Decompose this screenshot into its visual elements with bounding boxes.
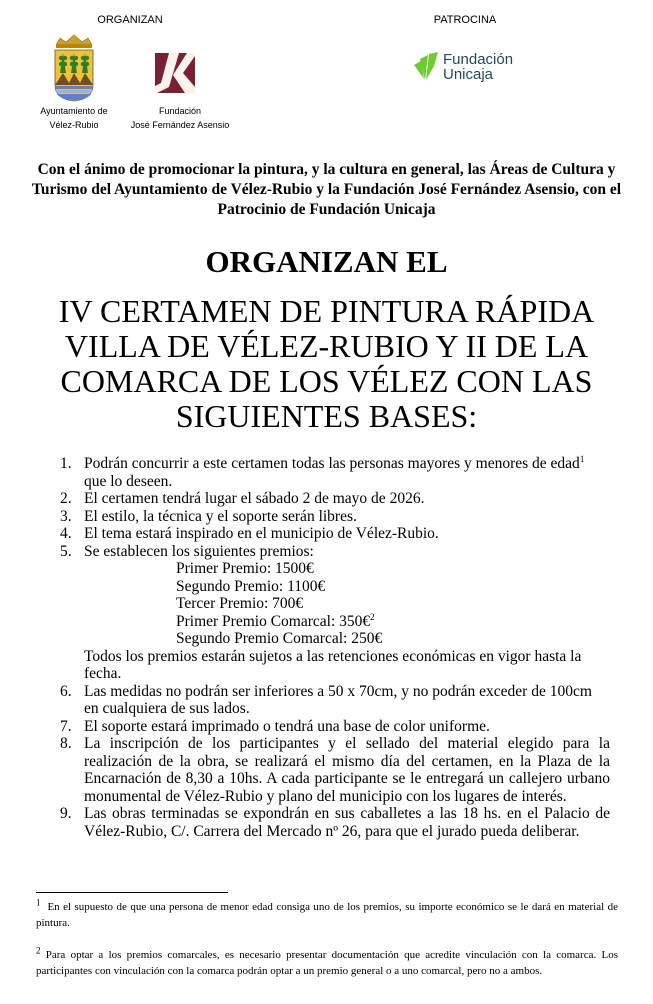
list-item	[60, 490, 610, 508]
ayuntamiento-caption-line1: Ayuntamiento de	[40, 106, 108, 116]
item-number: 8.	[60, 735, 72, 752]
item-text: El soporte estará imprimado o tendrá una base de color uniforme.	[84, 717, 490, 735]
title-line: SIGUIENTES BASES:	[175, 398, 478, 434]
prize-item: Tercer Premio: 700€	[176, 595, 304, 612]
list-item	[60, 683, 610, 718]
item-number: 2.	[60, 490, 72, 507]
footnote-1	[36, 897, 619, 931]
prize-item: Primer Premio: 1500€	[176, 560, 314, 577]
prizes-note: Todos los premios estarán sujetos a las retenciones económicas en vigor hasta la fecha.	[84, 647, 582, 682]
item-text: La inscripción de los participantes y el sellado del material elegido para la realización de la obra, se realizará el mismo día del certamen, en la Plaza de la Encarnación de 8,30 a 10hs. A cada participante se le entregará un callejero urbano monumental de Vélez-Rubio y plano del municipio con los lugares de interés.	[84, 735, 610, 805]
title-line: IV CERTAMEN DE PINTURA RÁPIDA	[58, 293, 595, 329]
item-text: El tema estará inspirado en el municipio de Vélez-Rubio.	[84, 525, 439, 542]
bases-list	[60, 455, 610, 840]
list-item	[60, 543, 610, 683]
item-text: Se establecen los siguientes premios:	[84, 542, 314, 560]
ayuntamiento-caption-line2: Vélez-Rubio	[49, 120, 99, 130]
fundacion-jfa-logo	[155, 53, 195, 93]
footnote-ref[interactable]: 2	[370, 611, 375, 622]
footnote-separator	[36, 892, 228, 893]
item-number: 5.	[60, 542, 72, 560]
item-number: 9.	[60, 805, 72, 822]
title-line: VILLA DE VÉLEZ-RUBIO Y II DE LA	[64, 328, 589, 364]
list-item	[60, 805, 610, 840]
list-item	[60, 455, 610, 490]
item-text-continued: que lo deseen.	[84, 472, 173, 490]
item-number: 3.	[60, 507, 72, 525]
item-text: Las obras terminadas se expondrán en sus caballetes a las 18 hs. en el Palacio de Vélez-Rubio, C/. Carrera del Mercado nº 26, para que el jurado pueda deliberar.	[84, 805, 610, 840]
fundacion-unicaja-wordmark	[443, 52, 513, 82]
ayuntamiento-caption	[24, 104, 124, 132]
footnote-mark: 2	[36, 945, 41, 956]
fundacion-unicaja-mark	[414, 52, 438, 82]
organizan-el-heading: ORGANIZAN EL	[205, 244, 448, 279]
item-text: El estilo, la técnica y el soporte serán libres.	[84, 507, 357, 525]
list-item	[60, 508, 610, 526]
event-title	[0, 294, 653, 434]
footnote-mark: 1	[36, 897, 41, 908]
prize-text: Primer Premio Comarcal: 350€	[176, 612, 371, 630]
fundacion-jfa-caption-line2: José Fernández Asensio	[130, 120, 230, 130]
item-number: 6.	[60, 682, 72, 700]
prize-item: Segundo Premio Comarcal: 250€	[176, 630, 383, 647]
item-number: 1.	[60, 455, 72, 472]
unicaja-wordmark-line1: Fundación	[443, 51, 514, 68]
footnote-text: En el supuesto de que una persona de menor edad consiga uno de los premios, su importe económico se le dará en material de pintura.	[36, 901, 619, 929]
list-item	[60, 525, 610, 543]
coat-of-arms-icon	[50, 33, 98, 103]
item-text: Podrán concurrir a este certamen todas las personas mayores y menores de edad	[84, 455, 580, 472]
fundacion-jfa-caption	[110, 104, 250, 132]
item-text: Las medidas no podrán ser inferiores a 50 x 70cm, y no podrán exceder de 100cm en cualquiera de sus lados.	[84, 682, 592, 717]
item-number: 4.	[60, 525, 72, 542]
footnote-ref[interactable]: 1	[579, 453, 585, 464]
list-item	[60, 718, 610, 736]
prize-item: Segundo Premio: 1100€	[176, 577, 326, 595]
prize-item	[176, 613, 610, 631]
item-number: 7.	[60, 717, 72, 735]
ayuntamiento-coat-of-arms-logo	[50, 33, 98, 103]
fundacion-jfa-caption-line1: Fundación	[158, 106, 202, 116]
list-item	[60, 735, 610, 805]
item-text: El certamen tendrá lugar el sábado 2 de mayo de 2026.	[84, 490, 425, 507]
patrocina-label: PATROCINA	[433, 14, 497, 26]
prize-list	[84, 560, 610, 648]
unicaja-fan-icon	[414, 52, 438, 82]
footnote-text: Para optar a los premios comarcales, es necesario presentar documentación que acredite vinculación con la comarca. Los participantes con vinculación con la comarca podrán optar a un premio general o a uno comarcal, pero no a ambos.	[36, 949, 619, 977]
title-line: COMARCA DE LOS VÉLEZ CON LAS	[60, 363, 593, 399]
unicaja-wordmark-line2: Unicaja	[443, 66, 494, 83]
fundacion-jfa-mark-icon	[155, 53, 195, 93]
footnote-2	[36, 945, 619, 979]
organizan-label: ORGANIZAN	[97, 14, 163, 26]
intro-paragraph: Con el ánimo de promocionar la pintura, y la cultura en general, las Áreas de Cultura y Turismo del Ayuntamiento de Vélez-Rubio y la Fundación José Fernández Asensio, con el Patrocinio de Fundación Unicaja	[31, 161, 622, 218]
